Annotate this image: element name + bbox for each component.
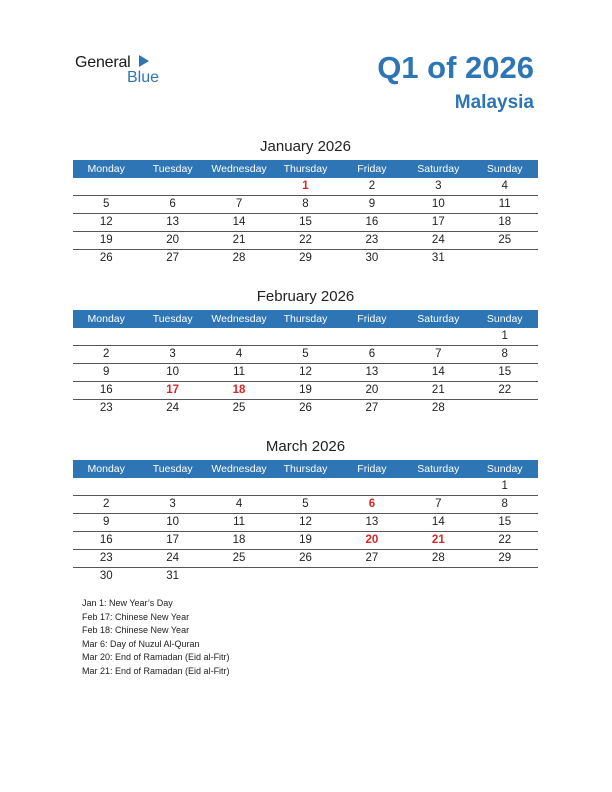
date-cell: 23: [99, 402, 113, 414]
week-row: [73, 346, 538, 364]
week-row: [73, 214, 538, 232]
empty-date-cell: [272, 478, 338, 495]
date-cell: 30: [99, 570, 113, 582]
empty-date-cell: [472, 568, 538, 585]
empty-date-cell: [73, 328, 139, 345]
date-cell: 19: [99, 234, 113, 246]
weekday-header-monday: Monday: [87, 313, 125, 325]
date-cell: 27: [365, 402, 379, 414]
weekday-header-wednesday: Wednesday: [211, 163, 267, 175]
date-cell: 10: [166, 516, 180, 528]
date-cell: 27: [166, 252, 180, 264]
weekday-header-sunday: Sunday: [486, 163, 523, 175]
date-cell: 15: [299, 216, 312, 228]
date-cell: 8: [302, 198, 309, 210]
date-cell: 23: [365, 234, 379, 246]
date-cell: 19: [299, 534, 312, 546]
date-cell: 15: [498, 516, 512, 528]
weekday-header-tuesday: Tuesday: [152, 463, 193, 475]
date-cell: 28: [232, 252, 246, 264]
date-cell: 18: [498, 216, 512, 228]
date-cell: 6: [368, 348, 376, 360]
empty-date-cell: [405, 478, 471, 495]
weekday-header-friday: Friday: [357, 463, 387, 475]
date-cell: 13: [365, 366, 379, 378]
date-cell: 7: [235, 198, 243, 210]
weekday-header-saturday: Saturday: [417, 463, 460, 475]
week-row: [73, 400, 538, 417]
empty-date-cell: [339, 568, 405, 585]
empty-date-cell: [472, 400, 538, 417]
week-row: [73, 232, 538, 250]
date-cell: 4: [235, 348, 243, 360]
date-cell: 25: [498, 234, 512, 246]
date-cell: 20: [166, 234, 180, 246]
week-row: [73, 514, 538, 532]
month-title: February 2026: [256, 288, 355, 305]
holiday-date-cell: 20: [365, 534, 379, 546]
date-cell: 16: [99, 534, 113, 546]
date-cell: 31: [431, 252, 445, 264]
date-cell: 29: [498, 552, 512, 564]
weekday-header-monday: Monday: [87, 163, 125, 175]
date-cell: 2: [103, 348, 110, 360]
date-cell: 5: [302, 348, 309, 360]
month-title: January 2026: [260, 138, 351, 155]
empty-date-cell: [73, 478, 139, 495]
date-cell: 1: [501, 330, 508, 342]
weekday-header-tuesday: Tuesday: [152, 313, 193, 325]
date-cell: 22: [498, 384, 512, 396]
holiday-note: Mar 6: Day of Nuzul Al-Quran: [82, 638, 200, 649]
holiday-notes: [82, 597, 230, 678]
weekday-header-thursday: Thursday: [283, 313, 328, 325]
logo-blue-text: Blue: [127, 69, 160, 86]
date-cell: 6: [169, 198, 176, 210]
weekday-header-sunday: Sunday: [486, 313, 523, 325]
weekday-header-saturday: Saturday: [417, 313, 460, 325]
empty-date-cell: [73, 178, 139, 195]
date-cell: 26: [299, 402, 312, 414]
date-cell: 15: [498, 366, 512, 378]
date-cell: 9: [368, 198, 376, 210]
weekday-header-friday: Friday: [357, 163, 387, 175]
empty-date-cell: [405, 328, 471, 345]
holiday-note: Feb 18: Chinese New Year: [82, 625, 190, 635]
holiday-note: Jan 1: New Year’s Day: [82, 598, 173, 608]
page-title: Q1 of 2026: [377, 50, 534, 85]
date-cell: 26: [299, 552, 312, 564]
date-cell: 28: [431, 402, 445, 414]
weekday-header-thursday: Thursday: [283, 163, 328, 175]
empty-date-cell: [139, 178, 205, 195]
month-february: [73, 287, 538, 417]
date-cell: 2: [103, 498, 110, 510]
date-cell: 7: [435, 348, 442, 360]
date-cell: 3: [435, 180, 442, 192]
date-cell: 25: [232, 552, 246, 564]
logo-triangle-icon: [139, 55, 149, 67]
date-cell: 5: [302, 498, 309, 510]
date-cell: 8: [501, 498, 508, 510]
week-row: [73, 328, 538, 346]
date-cell: 12: [299, 366, 312, 378]
date-cell: 17: [431, 216, 445, 228]
empty-date-cell: [472, 250, 538, 267]
holiday-date-cell: 6: [368, 498, 376, 510]
weekday-header-row: [73, 460, 538, 478]
holiday-date-cell: 18: [232, 384, 246, 396]
empty-date-cell: [272, 568, 338, 585]
date-cell: 27: [365, 552, 379, 564]
date-cell: 21: [232, 234, 246, 246]
week-row: [73, 196, 538, 214]
date-cell: 24: [166, 552, 180, 564]
date-cell: 22: [498, 534, 512, 546]
date-cell: 17: [166, 534, 180, 546]
weekday-header-wednesday: Wednesday: [211, 463, 267, 475]
date-cell: 21: [431, 384, 445, 396]
holiday-date-cell: 21: [431, 534, 445, 546]
date-cell: 11: [233, 366, 246, 378]
date-cell: 5: [103, 198, 110, 210]
week-row: [73, 568, 538, 585]
empty-date-cell: [339, 328, 405, 345]
date-cell: 13: [365, 516, 379, 528]
week-row: [73, 382, 538, 400]
empty-date-cell: [339, 478, 405, 495]
date-cell: 30: [365, 252, 379, 264]
weekday-header-saturday: Saturday: [417, 163, 460, 175]
weekday-header-wednesday: Wednesday: [211, 313, 267, 325]
empty-date-cell: [272, 328, 338, 345]
date-cell: 25: [232, 402, 246, 414]
date-cell: 4: [235, 498, 243, 510]
date-cell: 12: [99, 216, 113, 228]
date-cell: 3: [169, 498, 176, 510]
date-cell: 1: [501, 480, 508, 492]
date-cell: 18: [232, 534, 246, 546]
month-january: [73, 137, 538, 267]
date-cell: 11: [233, 516, 246, 528]
weekday-header-row: [73, 310, 538, 328]
week-row: [73, 478, 538, 496]
date-cell: 14: [431, 366, 445, 378]
date-cell: 14: [431, 516, 445, 528]
empty-date-cell: [206, 178, 272, 195]
weekday-header-friday: Friday: [357, 313, 387, 325]
holiday-note: Mar 21: End of Ramadan (Eid al-Fitr): [82, 665, 230, 676]
date-cell: 10: [166, 366, 180, 378]
weekday-header-row: [73, 160, 538, 178]
date-cell: 9: [103, 366, 110, 378]
date-cell: 9: [103, 516, 110, 528]
date-cell: 24: [166, 402, 180, 414]
month-march: [73, 437, 538, 585]
date-cell: 23: [99, 552, 113, 564]
date-cell: 22: [299, 234, 312, 246]
empty-date-cell: [206, 478, 272, 495]
holiday-date-cell: 1: [302, 180, 309, 192]
holiday-date-cell: 17: [166, 384, 180, 396]
week-row: [73, 364, 538, 382]
month-title: March 2026: [265, 438, 346, 455]
weekday-header-monday: Monday: [87, 463, 125, 475]
date-cell: 31: [166, 570, 180, 582]
weekday-header-thursday: Thursday: [283, 463, 328, 475]
date-cell: 26: [99, 252, 113, 264]
empty-date-cell: [405, 568, 471, 585]
empty-date-cell: [206, 328, 272, 345]
date-cell: 4: [501, 180, 508, 192]
week-row: [73, 250, 538, 267]
logo: [75, 52, 175, 88]
date-cell: 29: [299, 252, 312, 264]
date-cell: 24: [431, 234, 445, 246]
holiday-note: Feb 17: Chinese New Year: [82, 611, 190, 622]
date-cell: 14: [232, 216, 246, 228]
country-name: Malaysia: [454, 92, 534, 113]
date-cell: 8: [501, 348, 508, 360]
empty-date-cell: [139, 478, 205, 495]
date-cell: 20: [365, 384, 379, 396]
week-row: [73, 550, 538, 568]
date-cell: 2: [368, 180, 376, 192]
date-cell: 11: [498, 198, 511, 210]
weekday-header-sunday: Sunday: [486, 463, 523, 475]
week-row: [73, 178, 538, 196]
date-cell: 7: [435, 498, 442, 510]
week-row: [73, 496, 538, 514]
date-cell: 10: [431, 198, 445, 210]
empty-date-cell: [139, 328, 205, 345]
date-cell: 13: [166, 216, 180, 228]
weekday-header-tuesday: Tuesday: [152, 163, 193, 175]
logo-general-text: General: [75, 54, 131, 71]
week-row: [73, 532, 538, 550]
date-cell: 28: [431, 552, 445, 564]
date-cell: 19: [299, 384, 312, 396]
date-cell: 16: [99, 384, 113, 396]
empty-date-cell: [206, 568, 272, 585]
date-cell: 16: [365, 216, 379, 228]
holiday-note: Mar 20: End of Ramadan (Eid al-Fitr): [82, 652, 230, 662]
date-cell: 12: [299, 516, 312, 528]
date-cell: 3: [169, 348, 176, 360]
